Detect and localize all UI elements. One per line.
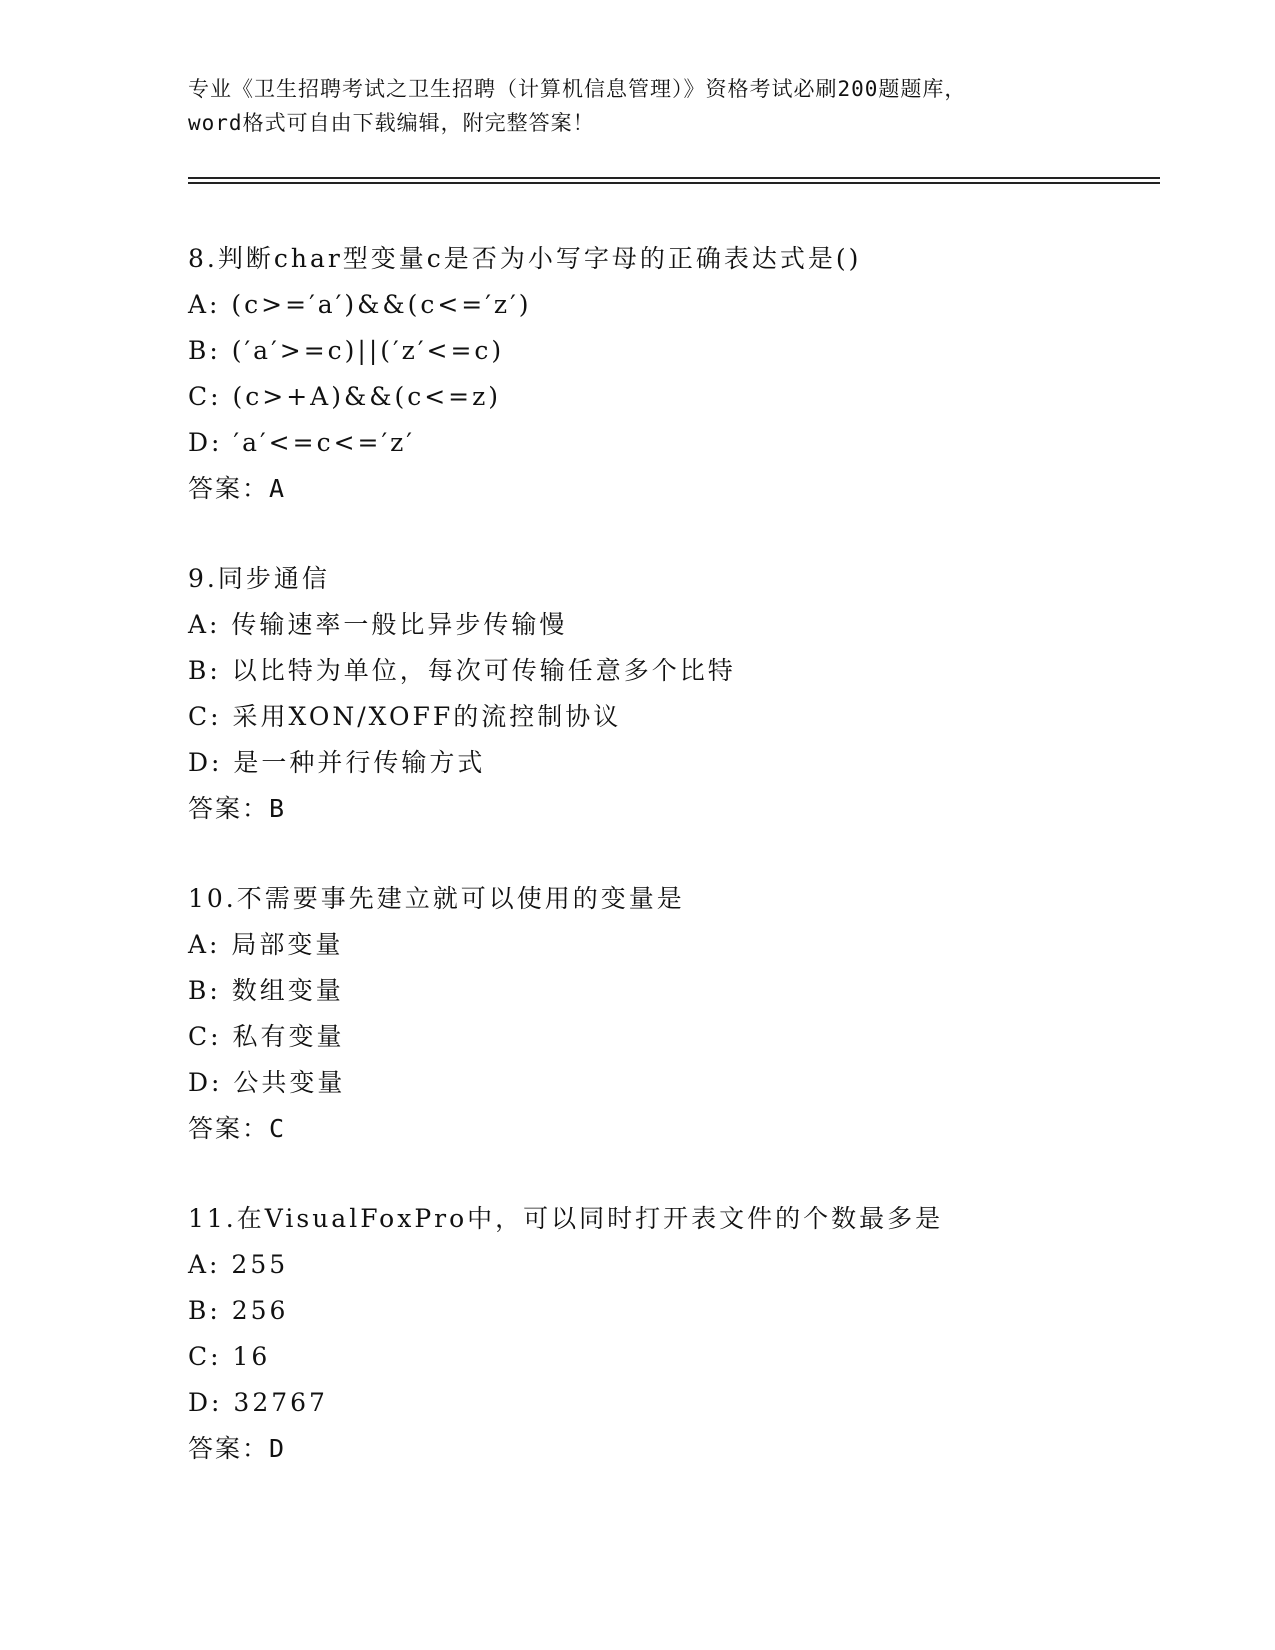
answer-label: 答案：D [188,1434,287,1463]
document-header [188,72,1088,140]
answer-label: 答案：A [188,474,287,503]
option-d: D: ′a′<=c<=′z′ [188,428,415,457]
option-a: A: (c>=′a′)&&(c<=′z′) [188,290,532,319]
header-line-1: 专业《卫生招聘考试之卫生招聘（计算机信息管理）》资格考试必刷200题题库， [188,77,967,101]
question-9 [188,556,1168,832]
answer-label: 答案：B [188,794,287,823]
option-b: B: (′a′>=c)||(′z′<=c) [188,336,505,365]
option-c: C: (c>+A)&&(c<=z) [188,382,502,411]
question-title: 11.在VisualFoxPro中，可以同时打开表文件的个数最多是 [188,1204,944,1233]
question-title: 8.判断char型变量c是否为小写字母的正确表达式是() [188,244,862,273]
header-divider-top [188,177,1160,179]
option-b: B: 256 [188,1296,289,1325]
question-10 [188,876,1168,1152]
option-a: A: 255 [188,1250,289,1279]
option-a: A: 传输速率一般比异步传输慢 [188,610,568,639]
header-divider-bottom [188,182,1160,184]
question-title: 9.同步通信 [188,564,330,593]
option-b: B: 数组变量 [188,976,344,1005]
question-title: 10.不需要事先建立就可以使用的变量是 [188,884,685,913]
option-c: C: 私有变量 [188,1022,345,1051]
question-11 [188,1196,1168,1472]
header-line-2: word格式可自由下载编辑，附完整答案！ [188,111,595,135]
option-d: D: 32767 [188,1388,328,1417]
option-d: D: 是一种并行传输方式 [188,748,486,777]
answer-label: 答案：C [188,1114,287,1143]
option-d: D: 公共变量 [188,1068,346,1097]
option-b: B: 以比特为单位，每次可传输任意多个比特 [188,656,736,685]
option-a: A: 局部变量 [188,930,344,959]
option-c: C: 16 [188,1342,271,1371]
question-8 [188,236,1168,512]
option-c: C: 采用XON/XOFF的流控制协议 [188,702,622,731]
